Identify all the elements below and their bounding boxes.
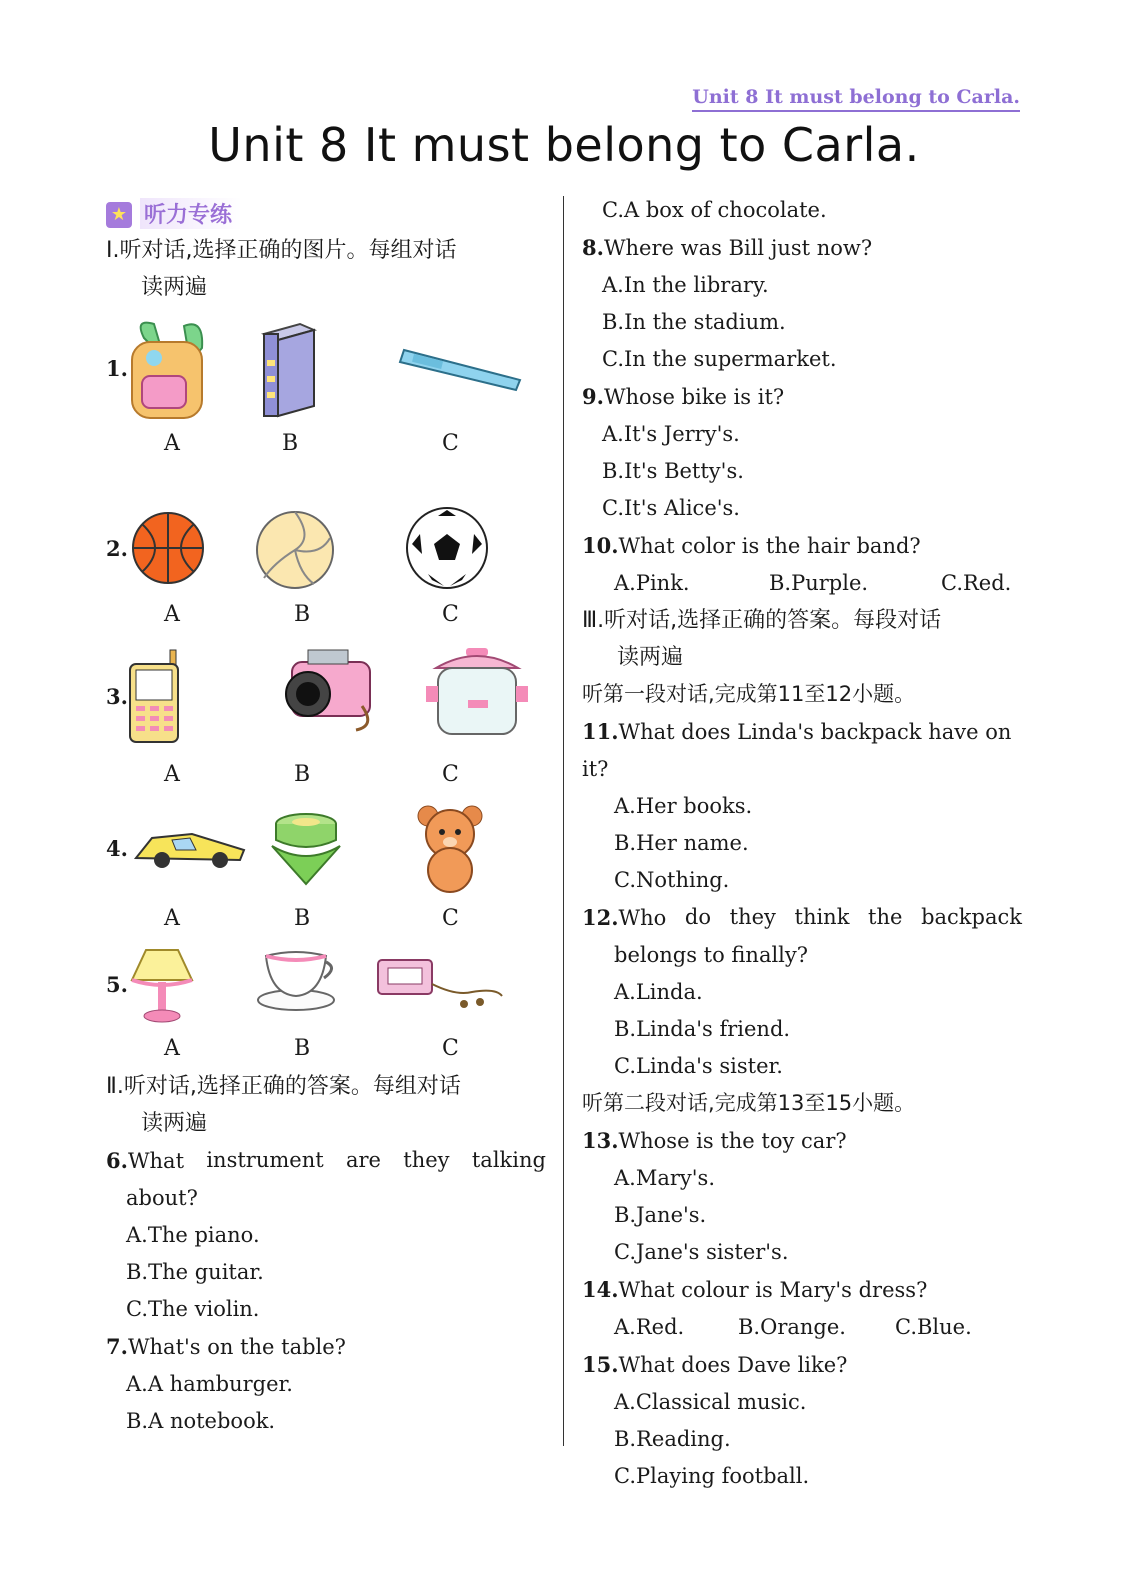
- rice-cooker-icon: [424, 646, 530, 748]
- question-6-continuation: about?: [126, 1186, 198, 1210]
- section3-title-line1: Ⅲ.听对话,选择正确的答案。每段对话: [582, 608, 942, 633]
- picture-question-number: 4.: [106, 836, 128, 861]
- option: C.Jane's sister's.: [614, 1240, 789, 1264]
- option-label-b: B: [294, 906, 311, 931]
- option: A.Classical music.: [614, 1390, 807, 1414]
- question-text: What's on the table?: [127, 1335, 346, 1359]
- book-icon: [256, 320, 318, 418]
- section2-title-line1: Ⅱ.听对话,选择正确的答案。每组对话: [106, 1074, 461, 1099]
- option: A.Her books.: [614, 794, 753, 818]
- question-14-options: [582, 1309, 1022, 1346]
- column-divider: [563, 196, 564, 1446]
- section1-title-line1: Ⅰ.听对话,选择正确的图片。每组对话: [106, 238, 457, 263]
- cassette-player-icon: [376, 956, 506, 1012]
- question-word: they: [729, 905, 776, 929]
- option-label-c: C: [442, 906, 459, 931]
- running-head: Unit 8 It must belong to Carla.: [692, 86, 1020, 112]
- option: C.The violin.: [126, 1297, 260, 1321]
- question-number: 9.: [582, 384, 604, 409]
- question-number: 11.: [582, 719, 619, 744]
- option: A.Red.: [614, 1315, 685, 1339]
- option-label-c: C: [442, 1036, 459, 1061]
- option-label-a: A: [164, 602, 180, 627]
- option: C.Playing football.: [614, 1464, 810, 1488]
- option-label-b: B: [294, 602, 311, 627]
- volleyball-icon: [254, 508, 336, 592]
- question-10-options: [582, 565, 1022, 602]
- option: B.Jane's.: [614, 1203, 707, 1227]
- question-text: What does Dave like?: [618, 1353, 848, 1377]
- question-10: [582, 527, 1022, 565]
- picture-question-number: 1.: [106, 356, 128, 381]
- option-label-c: C: [442, 431, 459, 456]
- question-number: 6.: [106, 1148, 128, 1173]
- toy-car-icon: [132, 828, 248, 870]
- question-number: 7.: [106, 1334, 128, 1359]
- option: C.Blue.: [895, 1315, 972, 1339]
- section1-title: [106, 232, 546, 306]
- question-12: [582, 899, 1022, 937]
- section1-title-line2: 读两遍: [141, 275, 208, 300]
- soccer-ball-icon: [404, 504, 490, 592]
- camera-icon: [272, 646, 380, 732]
- dialogue-1-intro: 听第一段对话,完成第11至12小题。: [582, 682, 916, 706]
- question-text: What color is the hair band?: [618, 534, 921, 558]
- question-6: [106, 1142, 546, 1180]
- question-word: do: [684, 905, 712, 929]
- dialogue-2-intro: 听第二段对话,完成第13至15小题。: [582, 1091, 916, 1115]
- option-label-a: A: [164, 762, 180, 787]
- option-label-c: C: [442, 602, 459, 627]
- option: C.In the supermarket.: [602, 347, 837, 371]
- option: B.Purple.: [769, 571, 869, 595]
- question-word: Who: [618, 906, 667, 930]
- option: A.Mary's.: [614, 1166, 715, 1190]
- option: C.Nothing.: [614, 868, 730, 892]
- question-number: 13.: [582, 1128, 619, 1153]
- question-number: 10.: [582, 533, 619, 558]
- option: A.Linda.: [614, 980, 703, 1004]
- option: B.Orange.: [738, 1315, 846, 1339]
- mobile-phone-icon: [126, 648, 184, 746]
- option-label-c: C: [442, 762, 459, 787]
- option: C.It's Alice's.: [602, 496, 740, 520]
- section2-title: [106, 1068, 546, 1142]
- picture-question-number: 3.: [106, 684, 128, 709]
- question-text: Where was Bill just now?: [603, 236, 873, 260]
- section3-title-line2: 读两遍: [617, 645, 684, 670]
- right-column: [582, 192, 1022, 1495]
- option: C.Red.: [941, 571, 1012, 595]
- question-text: What colour is Mary's dress?: [618, 1278, 928, 1302]
- question-11: [582, 713, 1022, 788]
- left-column: [106, 196, 546, 306]
- question-12-continuation: belongs to finally?: [614, 943, 809, 967]
- option: B.Linda's friend.: [614, 1017, 791, 1041]
- option: A.It's Jerry's.: [602, 422, 740, 446]
- question-text: Whose bike is it?: [603, 385, 785, 409]
- option-label-a: A: [164, 1036, 180, 1061]
- option: B.It's Betty's.: [602, 459, 744, 483]
- question-number: 14.: [582, 1277, 619, 1302]
- picture-question-number: 2.: [106, 536, 128, 561]
- section2-title-line2: 读两遍: [141, 1111, 208, 1136]
- basketball-icon: [130, 508, 206, 588]
- question-text: What does Linda's backpack have on it?: [582, 720, 1012, 781]
- question-15: [582, 1346, 1022, 1384]
- lamp-icon: [128, 944, 196, 1026]
- option: A.Pink.: [614, 571, 690, 595]
- spinning-top-icon: [266, 810, 346, 886]
- question-number: 8.: [582, 235, 604, 260]
- pen-icon: [396, 340, 526, 396]
- question-word: What: [127, 1149, 185, 1173]
- question-word: the: [868, 905, 903, 929]
- option-label-a: A: [164, 906, 180, 931]
- option: B.In the stadium.: [602, 310, 786, 334]
- option-label-b: B: [294, 762, 311, 787]
- option: B.Reading.: [614, 1427, 731, 1451]
- option: B.The guitar.: [126, 1260, 264, 1284]
- badge-label: 听力专练: [140, 198, 242, 229]
- listening-badge: [106, 196, 546, 232]
- backpack-icon: [124, 318, 210, 422]
- question-word: backpack: [921, 905, 1022, 929]
- question-word: they: [403, 1148, 450, 1172]
- question-9: [582, 378, 1022, 416]
- question-number: 12.: [582, 905, 619, 930]
- option: C.Linda's sister.: [614, 1054, 783, 1078]
- question-text: Whose is the toy car?: [618, 1129, 847, 1153]
- question-number: 15.: [582, 1352, 619, 1377]
- picture-question-number: 5.: [106, 972, 128, 997]
- option-label-a: A: [164, 431, 180, 456]
- left-column-lower: [106, 1068, 546, 1440]
- option: C.A box of chocolate.: [602, 198, 827, 222]
- teacup-icon: [256, 948, 338, 1014]
- question-word: think: [794, 905, 850, 929]
- question-13: [582, 1122, 1022, 1160]
- option-label-b: B: [282, 431, 299, 456]
- option: A.A hamburger.: [126, 1372, 293, 1396]
- question-14: [582, 1271, 1022, 1309]
- option: A.The piano.: [126, 1223, 260, 1247]
- teddy-bear-icon: [412, 802, 488, 894]
- option: B.A notebook.: [126, 1409, 276, 1433]
- page-title: Unit 8 It must belong to Carla.: [208, 118, 920, 172]
- question-7: [106, 1328, 546, 1366]
- star-icon: ★: [106, 202, 132, 228]
- option: B.Her name.: [614, 831, 749, 855]
- option-label-b: B: [294, 1036, 311, 1061]
- question-8: [582, 229, 1022, 267]
- option: A.In the library.: [602, 273, 769, 297]
- question-word: are: [345, 1148, 381, 1172]
- question-word: instrument: [206, 1148, 324, 1172]
- section3-title: [582, 602, 1022, 676]
- question-word: talking: [471, 1148, 546, 1172]
